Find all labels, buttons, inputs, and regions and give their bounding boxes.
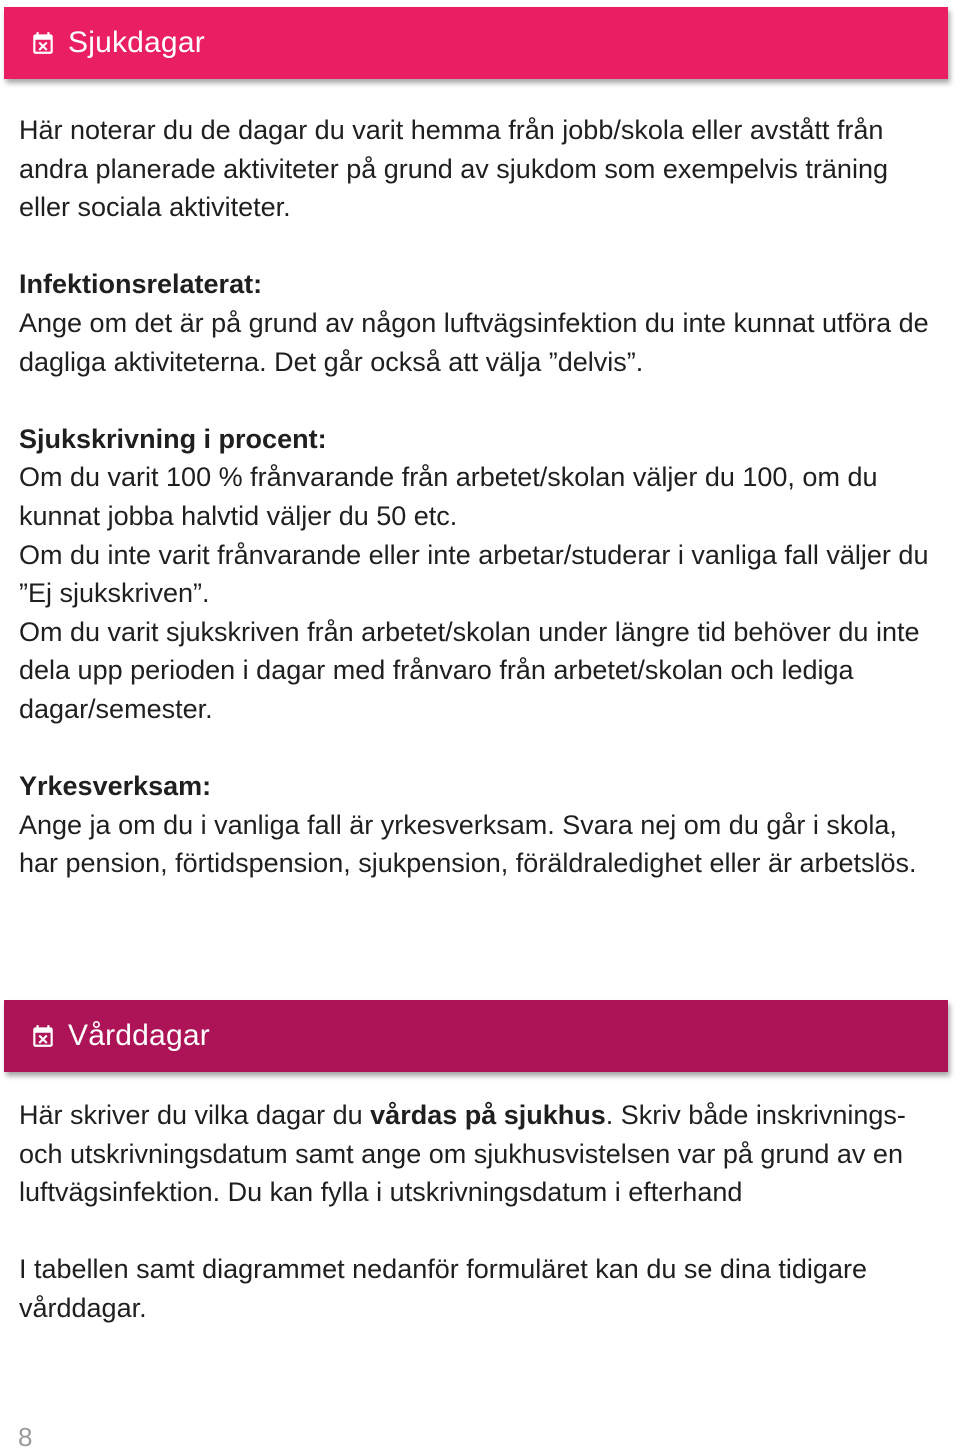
page-number: 8 (18, 1422, 33, 1452)
yrkesverksam-heading: Yrkesverksam: (19, 771, 212, 802)
calendar-remove-icon (30, 30, 56, 56)
varddagar-text-1 (19, 1096, 939, 1212)
infektion-heading: Infektionsrelaterat: (19, 269, 263, 300)
section-title: Sjukdagar (68, 26, 205, 59)
sjukskrivning-heading: Sjukskrivning i procent: (19, 423, 327, 454)
varddagar-header (4, 1000, 948, 1072)
varddagar-text-1-end: . Skriv både inskrivnings- och utskrivningsdatum samt ange om sjukhusvistelsen var på grund av en luftvägsinfektion. Du kan fylla i utskrivningsdatum i efterhand (19, 1100, 906, 1208)
sjukskrivning-text-1: Om du varit 100 % frånvarande från arbetet/skolan väljer du 100, om du kunnat jobba halvtid väljer du 50 etc. (19, 462, 878, 531)
varddagar-text-1-start: Här skriver du vilka dagar du (19, 1100, 371, 1130)
section-title: Vårddagar (68, 1019, 210, 1052)
sjukskrivning-text-2: Om du inte varit frånvarande eller inte arbetar/studerar i vanliga fall väljer du ”Ej sjukskriven”. (19, 539, 929, 609)
infektion-text: Ange om det är på grund av någon luftvägsinfektion du inte kunnat utföra de dagliga aktiviteterna. Det går också att välja ”delvis”. (19, 307, 929, 377)
yrkesverksam-text: Ange ja om du i vanliga fall är yrkesverksam. Svara nej om du går i skola, har pension, förtidspension, sjukpension, föräldraledighet eller är arbetslös. (19, 809, 917, 879)
calendar-remove-icon (30, 1023, 56, 1049)
sjukdagar-header (4, 7, 948, 79)
varddagar-text-1-bold: vårdas på sjukhus (370, 1100, 606, 1130)
sjukdagar-content (19, 111, 939, 883)
intro-text: Här noterar du de dagar du varit hemma från jobb/skola eller avstått från andra planerade aktiviteter på grund av sjukdom som exempelvis träning eller sociala aktiviteter. (19, 115, 888, 223)
varddagar-text-2: I tabellen samt diagrammet nedanför formuläret kan du se dina tidigare vårddagar. (19, 1254, 867, 1323)
varddagar-content (19, 1096, 939, 1328)
sjukskrivning-text-3: Om du varit sjukskriven från arbetet/skolan under längre tid behöver du inte dela upp perioden i dagar med frånvaro från arbetet/skolan och lediga dagar/semester. (19, 616, 920, 724)
